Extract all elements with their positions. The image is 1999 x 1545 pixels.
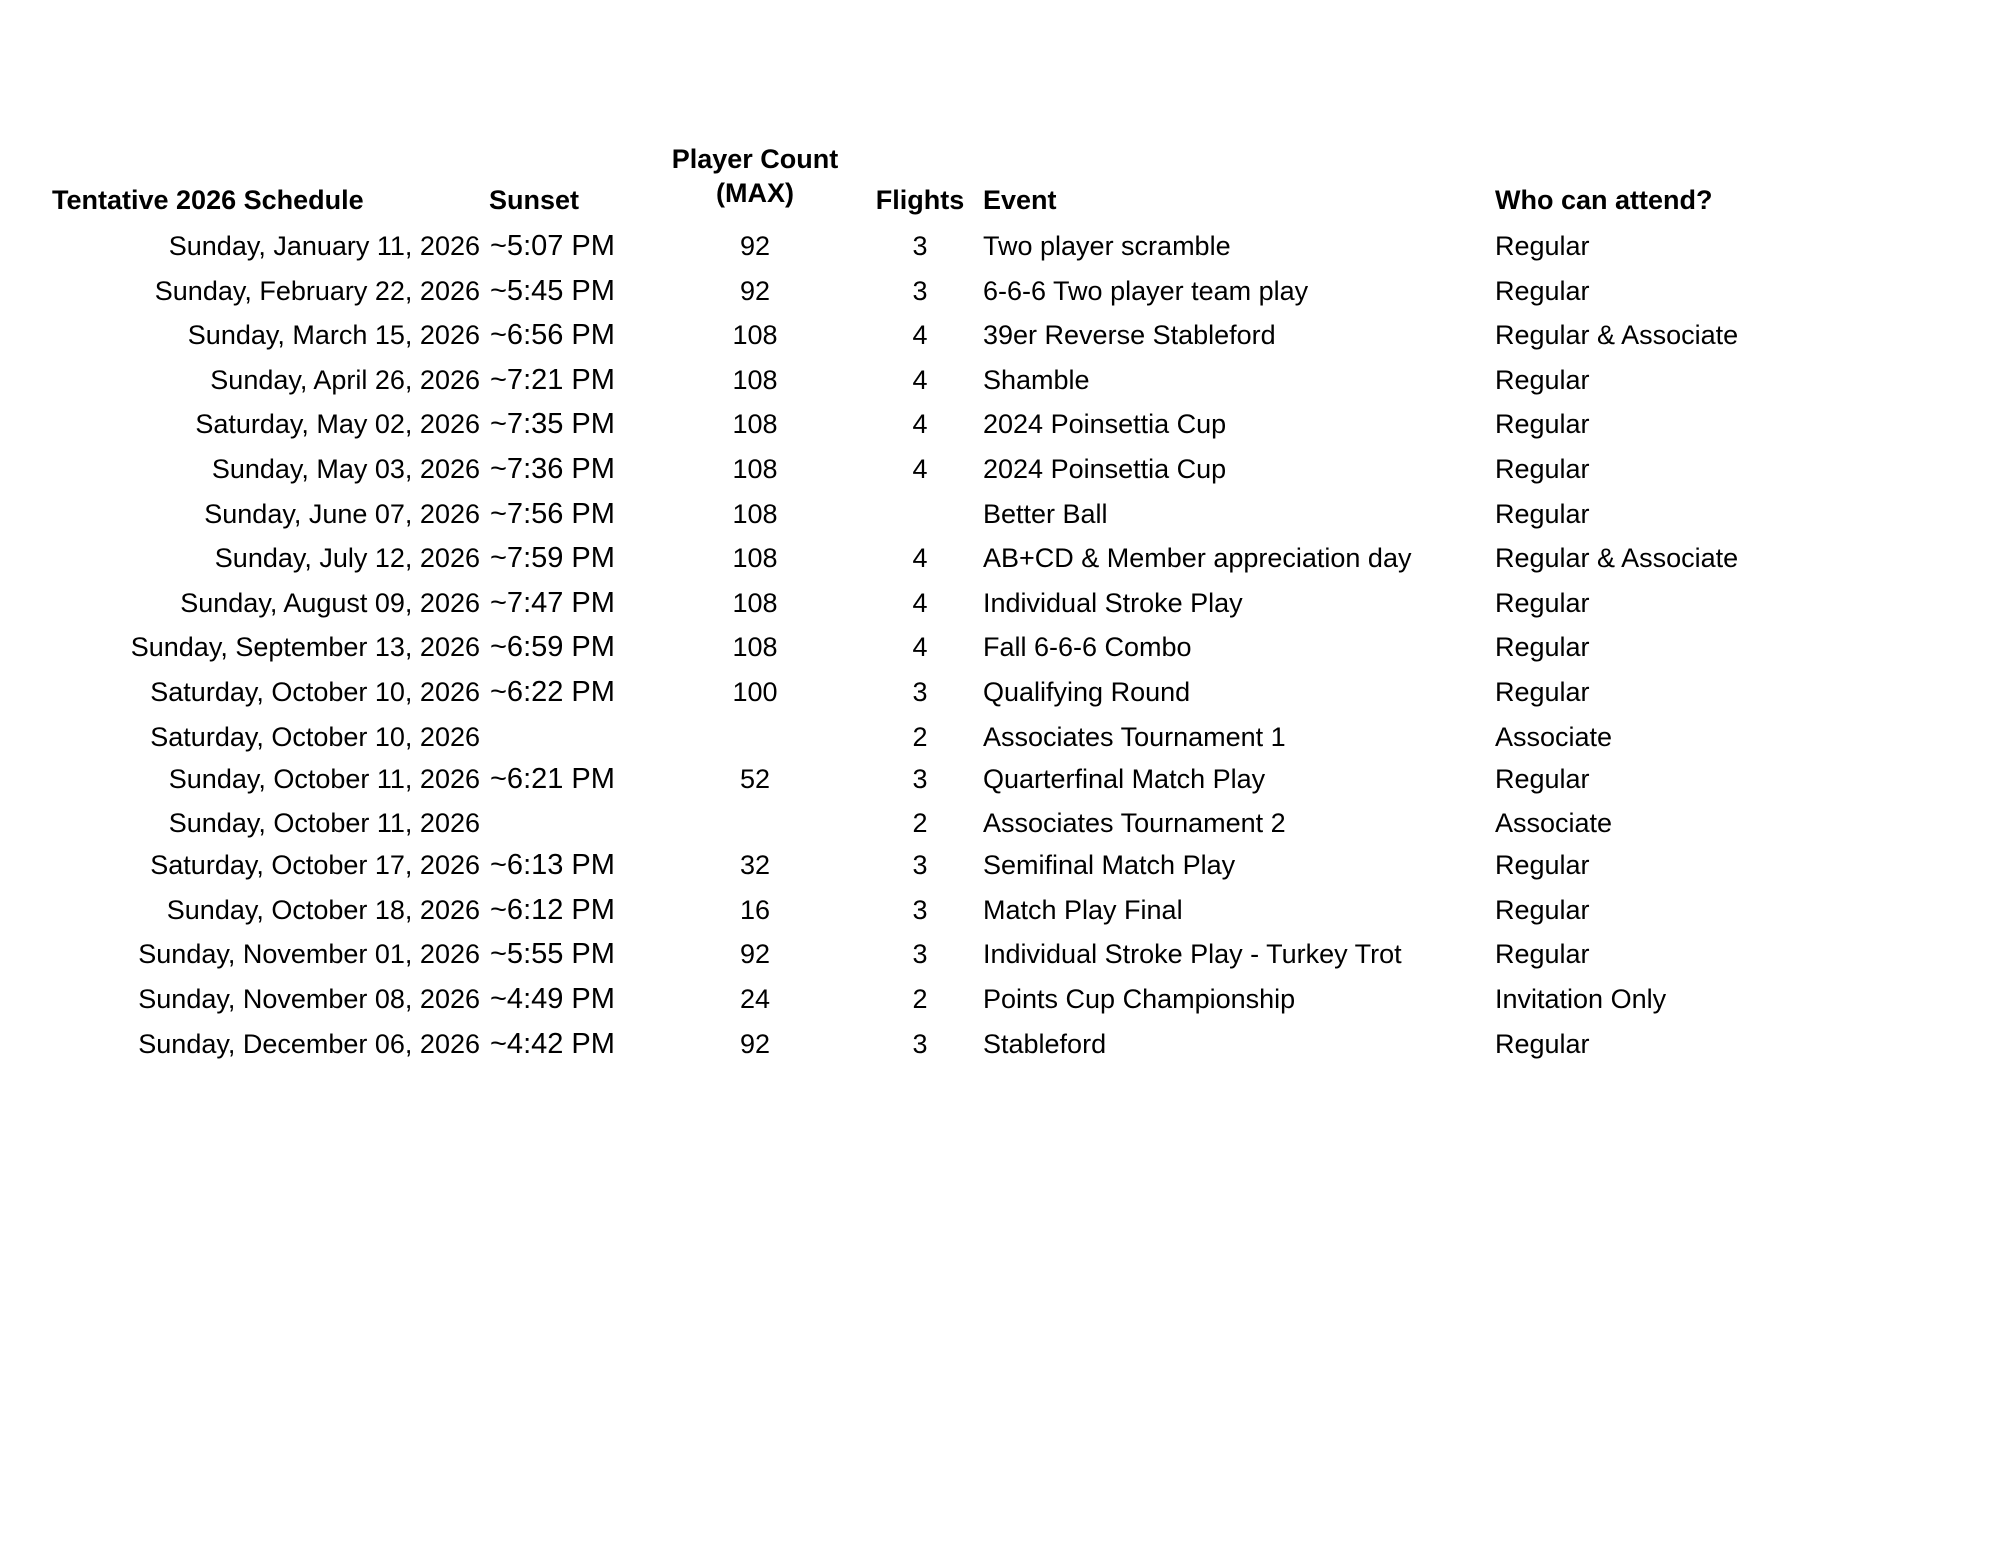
row-player-count: 108 <box>732 632 778 663</box>
row-who-can-attend: Associate <box>1495 721 1613 752</box>
table-row <box>0 888 1999 933</box>
row-player-count: 92 <box>739 939 771 970</box>
row-player-count: 108 <box>732 587 778 618</box>
row-date: Sunday, February 22, 2026 <box>154 275 480 306</box>
table-row <box>0 447 1999 492</box>
row-event: Two player scramble <box>983 231 1231 261</box>
row-event: Individual Stroke Play <box>983 587 1243 618</box>
row-event: Semifinal Match Play <box>983 850 1236 881</box>
row-who-can-attend: Regular <box>1495 939 1590 970</box>
row-sunset: ~4:49 PM <box>490 982 615 1015</box>
row-player-count: 24 <box>739 983 771 1014</box>
row-who-can-attend: Regular <box>1495 231 1590 261</box>
table-row <box>0 625 1999 670</box>
header-who-can-attend: Who can attend? <box>1495 185 1713 215</box>
row-who-can-attend: Regular <box>1495 1028 1590 1059</box>
row-flights: 4 <box>912 453 928 484</box>
table-row <box>0 224 1999 269</box>
row-who-can-attend: Regular <box>1495 364 1590 395</box>
row-player-count: 100 <box>732 676 778 707</box>
row-player-count: 16 <box>739 894 771 925</box>
row-sunset: ~7:56 PM <box>490 497 615 530</box>
header-player-count-line1: Player Count <box>671 144 839 174</box>
row-who-can-attend: Invitation Only <box>1495 983 1667 1014</box>
row-player-count: 92 <box>739 231 771 261</box>
row-flights: 4 <box>912 364 928 395</box>
row-flights: 4 <box>912 543 928 574</box>
row-sunset: ~6:56 PM <box>490 319 615 352</box>
row-flights: 3 <box>912 763 928 794</box>
row-player-count: 108 <box>732 498 778 529</box>
header-player-count-line2: (MAX) <box>716 178 794 208</box>
row-event: Better Ball <box>983 498 1108 529</box>
row-date: Saturday, October 17, 2026 <box>150 850 480 881</box>
row-event: Associates Tournament 2 <box>983 808 1286 839</box>
row-who-can-attend: Regular & Associate <box>1495 543 1739 574</box>
row-sunset: ~4:42 PM <box>490 1027 615 1060</box>
row-sunset: ~5:07 PM <box>490 230 615 262</box>
row-who-can-attend: Regular <box>1495 894 1590 925</box>
row-flights: 2 <box>912 808 928 839</box>
header-event: Event <box>983 185 1057 215</box>
table-row <box>0 1022 1999 1067</box>
row-flights: 4 <box>912 320 928 351</box>
row-event: 2024 Poinsettia Cup <box>983 453 1227 484</box>
row-who-can-attend: Regular <box>1495 453 1590 484</box>
row-who-can-attend: Regular <box>1495 498 1590 529</box>
row-who-can-attend: Regular <box>1495 409 1590 440</box>
row-event: 6-6-6 Two player team play <box>983 275 1309 306</box>
header-player-count <box>655 142 855 210</box>
row-sunset: ~7:59 PM <box>490 542 615 575</box>
row-sunset: ~6:21 PM <box>490 762 615 795</box>
row-flights: 3 <box>912 275 928 306</box>
row-event: 2024 Poinsettia Cup <box>983 409 1227 440</box>
table-row <box>0 492 1999 537</box>
row-who-can-attend: Regular & Associate <box>1495 320 1739 351</box>
row-event: Associates Tournament 1 <box>983 721 1286 752</box>
table-row <box>0 536 1999 581</box>
header-sunset: Sunset <box>489 185 580 215</box>
header-flights: Flights <box>875 185 965 215</box>
row-sunset: ~5:55 PM <box>490 938 615 971</box>
table-row <box>0 313 1999 358</box>
row-date: Sunday, November 08, 2026 <box>138 983 480 1014</box>
row-date: Sunday, May 03, 2026 <box>211 453 480 484</box>
table-row <box>0 977 1999 1022</box>
row-flights: 2 <box>912 721 928 752</box>
table-row <box>0 932 1999 977</box>
row-who-can-attend: Regular <box>1495 676 1590 707</box>
row-date: Saturday, October 10, 2026 <box>150 721 480 752</box>
row-event: Match Play Final <box>983 894 1183 925</box>
row-event: 39er Reverse Stableford <box>983 320 1276 351</box>
row-sunset: ~5:45 PM <box>490 274 615 307</box>
row-flights: 3 <box>912 676 928 707</box>
row-player-count: 108 <box>732 543 778 574</box>
row-date: Sunday, March 15, 2026 <box>187 320 480 351</box>
row-who-can-attend: Regular <box>1495 763 1590 794</box>
header-date: Tentative 2026 Schedule <box>52 185 364 215</box>
row-player-count: 108 <box>732 453 778 484</box>
row-who-can-attend: Regular <box>1495 850 1590 881</box>
row-player-count: 108 <box>732 409 778 440</box>
row-player-count: 32 <box>739 850 771 881</box>
row-date: Sunday, September 13, 2026 <box>130 632 480 663</box>
row-date: Saturday, May 02, 2026 <box>195 409 480 440</box>
row-flights: 3 <box>912 894 928 925</box>
row-player-count: 108 <box>732 320 778 351</box>
table-row <box>0 358 1999 403</box>
row-who-can-attend: Regular <box>1495 587 1590 618</box>
row-event: Fall 6-6-6 Combo <box>983 632 1192 663</box>
table-row <box>0 715 1999 757</box>
row-flights: 2 <box>912 983 928 1014</box>
schedule-rows <box>0 224 1999 1066</box>
row-sunset: ~6:13 PM <box>490 849 615 882</box>
row-sunset: ~7:36 PM <box>490 452 615 485</box>
row-flights: 3 <box>912 939 928 970</box>
row-player-count: 92 <box>739 275 771 306</box>
row-sunset: ~7:47 PM <box>490 586 615 619</box>
row-date: Sunday, June 07, 2026 <box>204 498 480 529</box>
row-flights: 4 <box>912 409 928 440</box>
row-date: Sunday, November 01, 2026 <box>138 939 480 970</box>
row-date: Sunday, October 11, 2026 <box>168 808 480 839</box>
row-event: AB+CD & Member appreciation day <box>983 543 1412 574</box>
row-flights: 4 <box>912 587 928 618</box>
row-date: Sunday, January 11, 2026 <box>168 231 480 261</box>
row-sunset: ~7:21 PM <box>490 363 615 396</box>
row-flights: 3 <box>912 231 928 261</box>
table-row <box>0 670 1999 715</box>
row-flights: 3 <box>912 850 928 881</box>
table-row <box>0 402 1999 447</box>
row-sunset: ~6:22 PM <box>490 675 615 708</box>
row-player-count: 92 <box>739 1028 771 1059</box>
row-who-can-attend: Associate <box>1495 808 1613 839</box>
row-who-can-attend: Regular <box>1495 275 1590 306</box>
row-date: Sunday, July 12, 2026 <box>214 543 480 574</box>
row-event: Individual Stroke Play - Turkey Trot <box>983 939 1402 970</box>
row-event: Qualifying Round <box>983 676 1191 707</box>
row-who-can-attend: Regular <box>1495 632 1590 663</box>
table-row <box>0 757 1999 802</box>
table-row <box>0 581 1999 626</box>
row-date: Sunday, April 26, 2026 <box>210 364 480 395</box>
row-date: Sunday, October 11, 2026 <box>168 763 480 794</box>
row-event: Stableford <box>983 1028 1107 1059</box>
row-player-count: 52 <box>739 763 771 794</box>
row-sunset: ~7:35 PM <box>490 408 615 441</box>
row-date: Sunday, December 06, 2026 <box>138 1028 480 1059</box>
row-date: Sunday, August 09, 2026 <box>180 587 480 618</box>
table-row <box>0 269 1999 314</box>
row-event: Shamble <box>983 364 1090 395</box>
row-flights: 4 <box>912 632 928 663</box>
row-event: Quarterfinal Match Play <box>983 763 1266 794</box>
row-event: Points Cup Championship <box>983 983 1296 1014</box>
row-flights: 3 <box>912 1028 928 1059</box>
row-date: Sunday, October 18, 2026 <box>166 894 480 925</box>
row-date: Saturday, October 10, 2026 <box>150 676 480 707</box>
row-sunset: ~6:59 PM <box>490 631 615 664</box>
row-sunset: ~6:12 PM <box>490 893 615 926</box>
table-row <box>0 843 1999 888</box>
table-row <box>0 801 1999 843</box>
row-player-count: 108 <box>732 364 778 395</box>
